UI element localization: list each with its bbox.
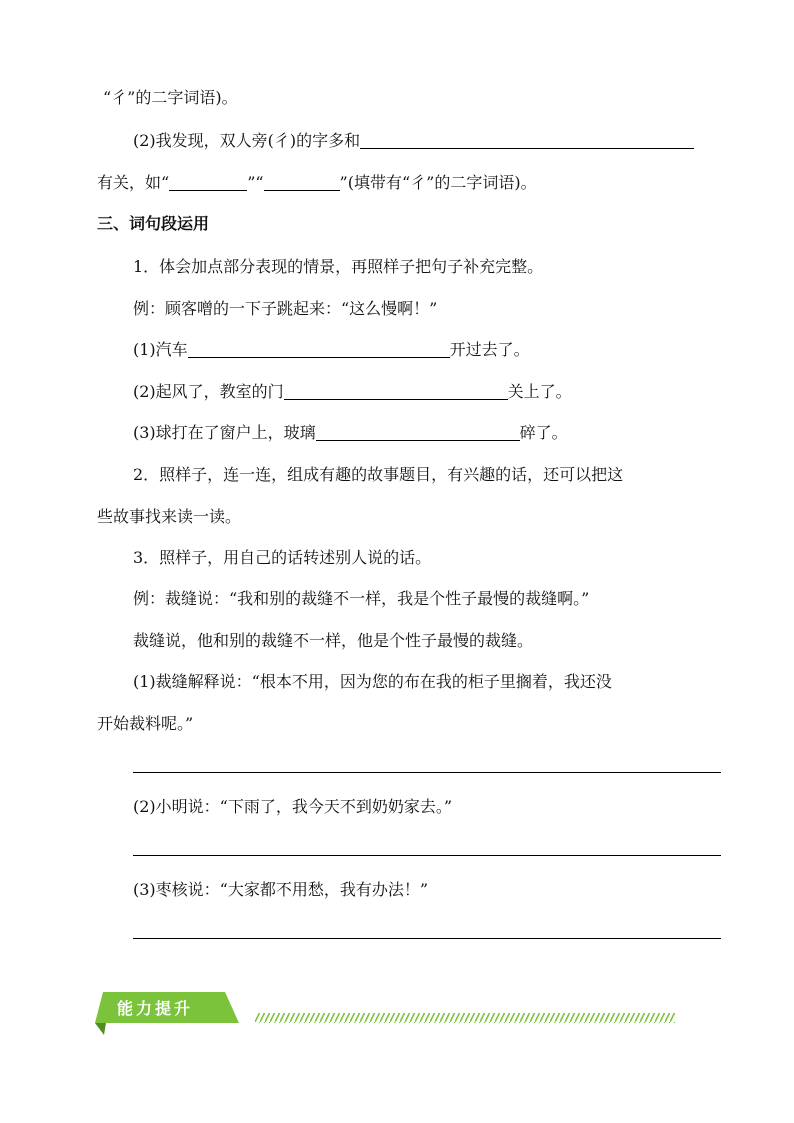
ability-boost-banner — [95, 992, 685, 1036]
banner-label: 能力提升 — [117, 999, 194, 1018]
banner-graphic — [95, 992, 685, 1036]
ex1-s2-blank[interactable] — [284, 383, 508, 400]
q2-blank-category[interactable] — [360, 132, 694, 149]
ex3-q3-answer-line[interactable] — [133, 938, 721, 939]
question-2-line2 — [97, 173, 537, 193]
q2-text-a: (2)我发现，双人旁(彳)的字多和 — [133, 131, 361, 150]
ex3-example-reported: 裁缝说，他和别的裁缝不一样，他是个性子最慢的裁缝。 — [133, 631, 534, 650]
banner-fold-shape — [95, 1023, 106, 1035]
q2-blank-word-1[interactable] — [169, 174, 247, 191]
ex1-s1-blank[interactable] — [188, 341, 450, 358]
ex1-sentence-3 — [133, 423, 568, 443]
q2-text-c: ”“ — [247, 173, 264, 192]
line-p1-end: “彳”的二字词语)。 — [103, 88, 238, 107]
ex1-s2-text-b: 关上了。 — [507, 382, 572, 401]
ex3-q1-line-1: (1)裁缝解释说：“根本不用，因为您的布在我的柜子里搁着，我还没 — [133, 672, 612, 691]
ex3-q2: (2)小明说：“下雨了，我今天不到奶奶家去。” — [133, 797, 453, 816]
ex1-s1-text-b: 开过去了。 — [449, 340, 530, 359]
ex1-s2-text-a: (2)起风了，教室的门 — [133, 382, 284, 401]
ex1-s3-text-a: (3)球打在了窗户上，玻璃 — [133, 423, 316, 442]
q2-text-d: ”(填带有“彳”的二字词语)。 — [339, 173, 537, 192]
ex3-q2-answer-line[interactable] — [133, 855, 721, 856]
ex1-s1-text-a: (1)汽车 — [133, 340, 188, 359]
ex3-q1-line-2: 开始裁料呢。” — [97, 714, 194, 733]
ex1-s3-text-b: 碎了。 — [519, 423, 568, 442]
ex1-sentence-2 — [133, 382, 572, 402]
ex1-prompt: 1．体会加点部分表现的情景，再照样子把句子补充完整。 — [133, 257, 544, 276]
ex1-s3-blank[interactable] — [316, 424, 520, 441]
ex1-sentence-1 — [133, 340, 530, 360]
q2-text-b: 有关，如“ — [97, 173, 170, 192]
banner-hatch-strip — [255, 1013, 675, 1023]
ex1-example: 例：顾客噌的一下子跳起来：“这么慢啊！” — [133, 299, 438, 318]
ex2-line-1: 2．照样子，连一连，组成有趣的故事题目，有兴趣的话，还可以把这 — [133, 465, 624, 484]
section-3-title: 三、词句段运用 — [97, 214, 210, 233]
ex3-q1-answer-line[interactable] — [133, 772, 721, 773]
ex2-line-2: 些故事找来读一读。 — [97, 507, 242, 526]
ex3-q3: (3)枣核说：“大家都不用愁，我有办法！” — [133, 880, 429, 899]
ex3-example-quote: 例：裁缝说：“我和别的裁缝不一样，我是个性子最慢的裁缝啊。” — [133, 589, 590, 608]
ex3-prompt: 3．照样子，用自己的话转述别人说的话。 — [133, 548, 432, 567]
q2-blank-word-2[interactable] — [264, 174, 340, 191]
question-2-line1 — [133, 131, 694, 151]
